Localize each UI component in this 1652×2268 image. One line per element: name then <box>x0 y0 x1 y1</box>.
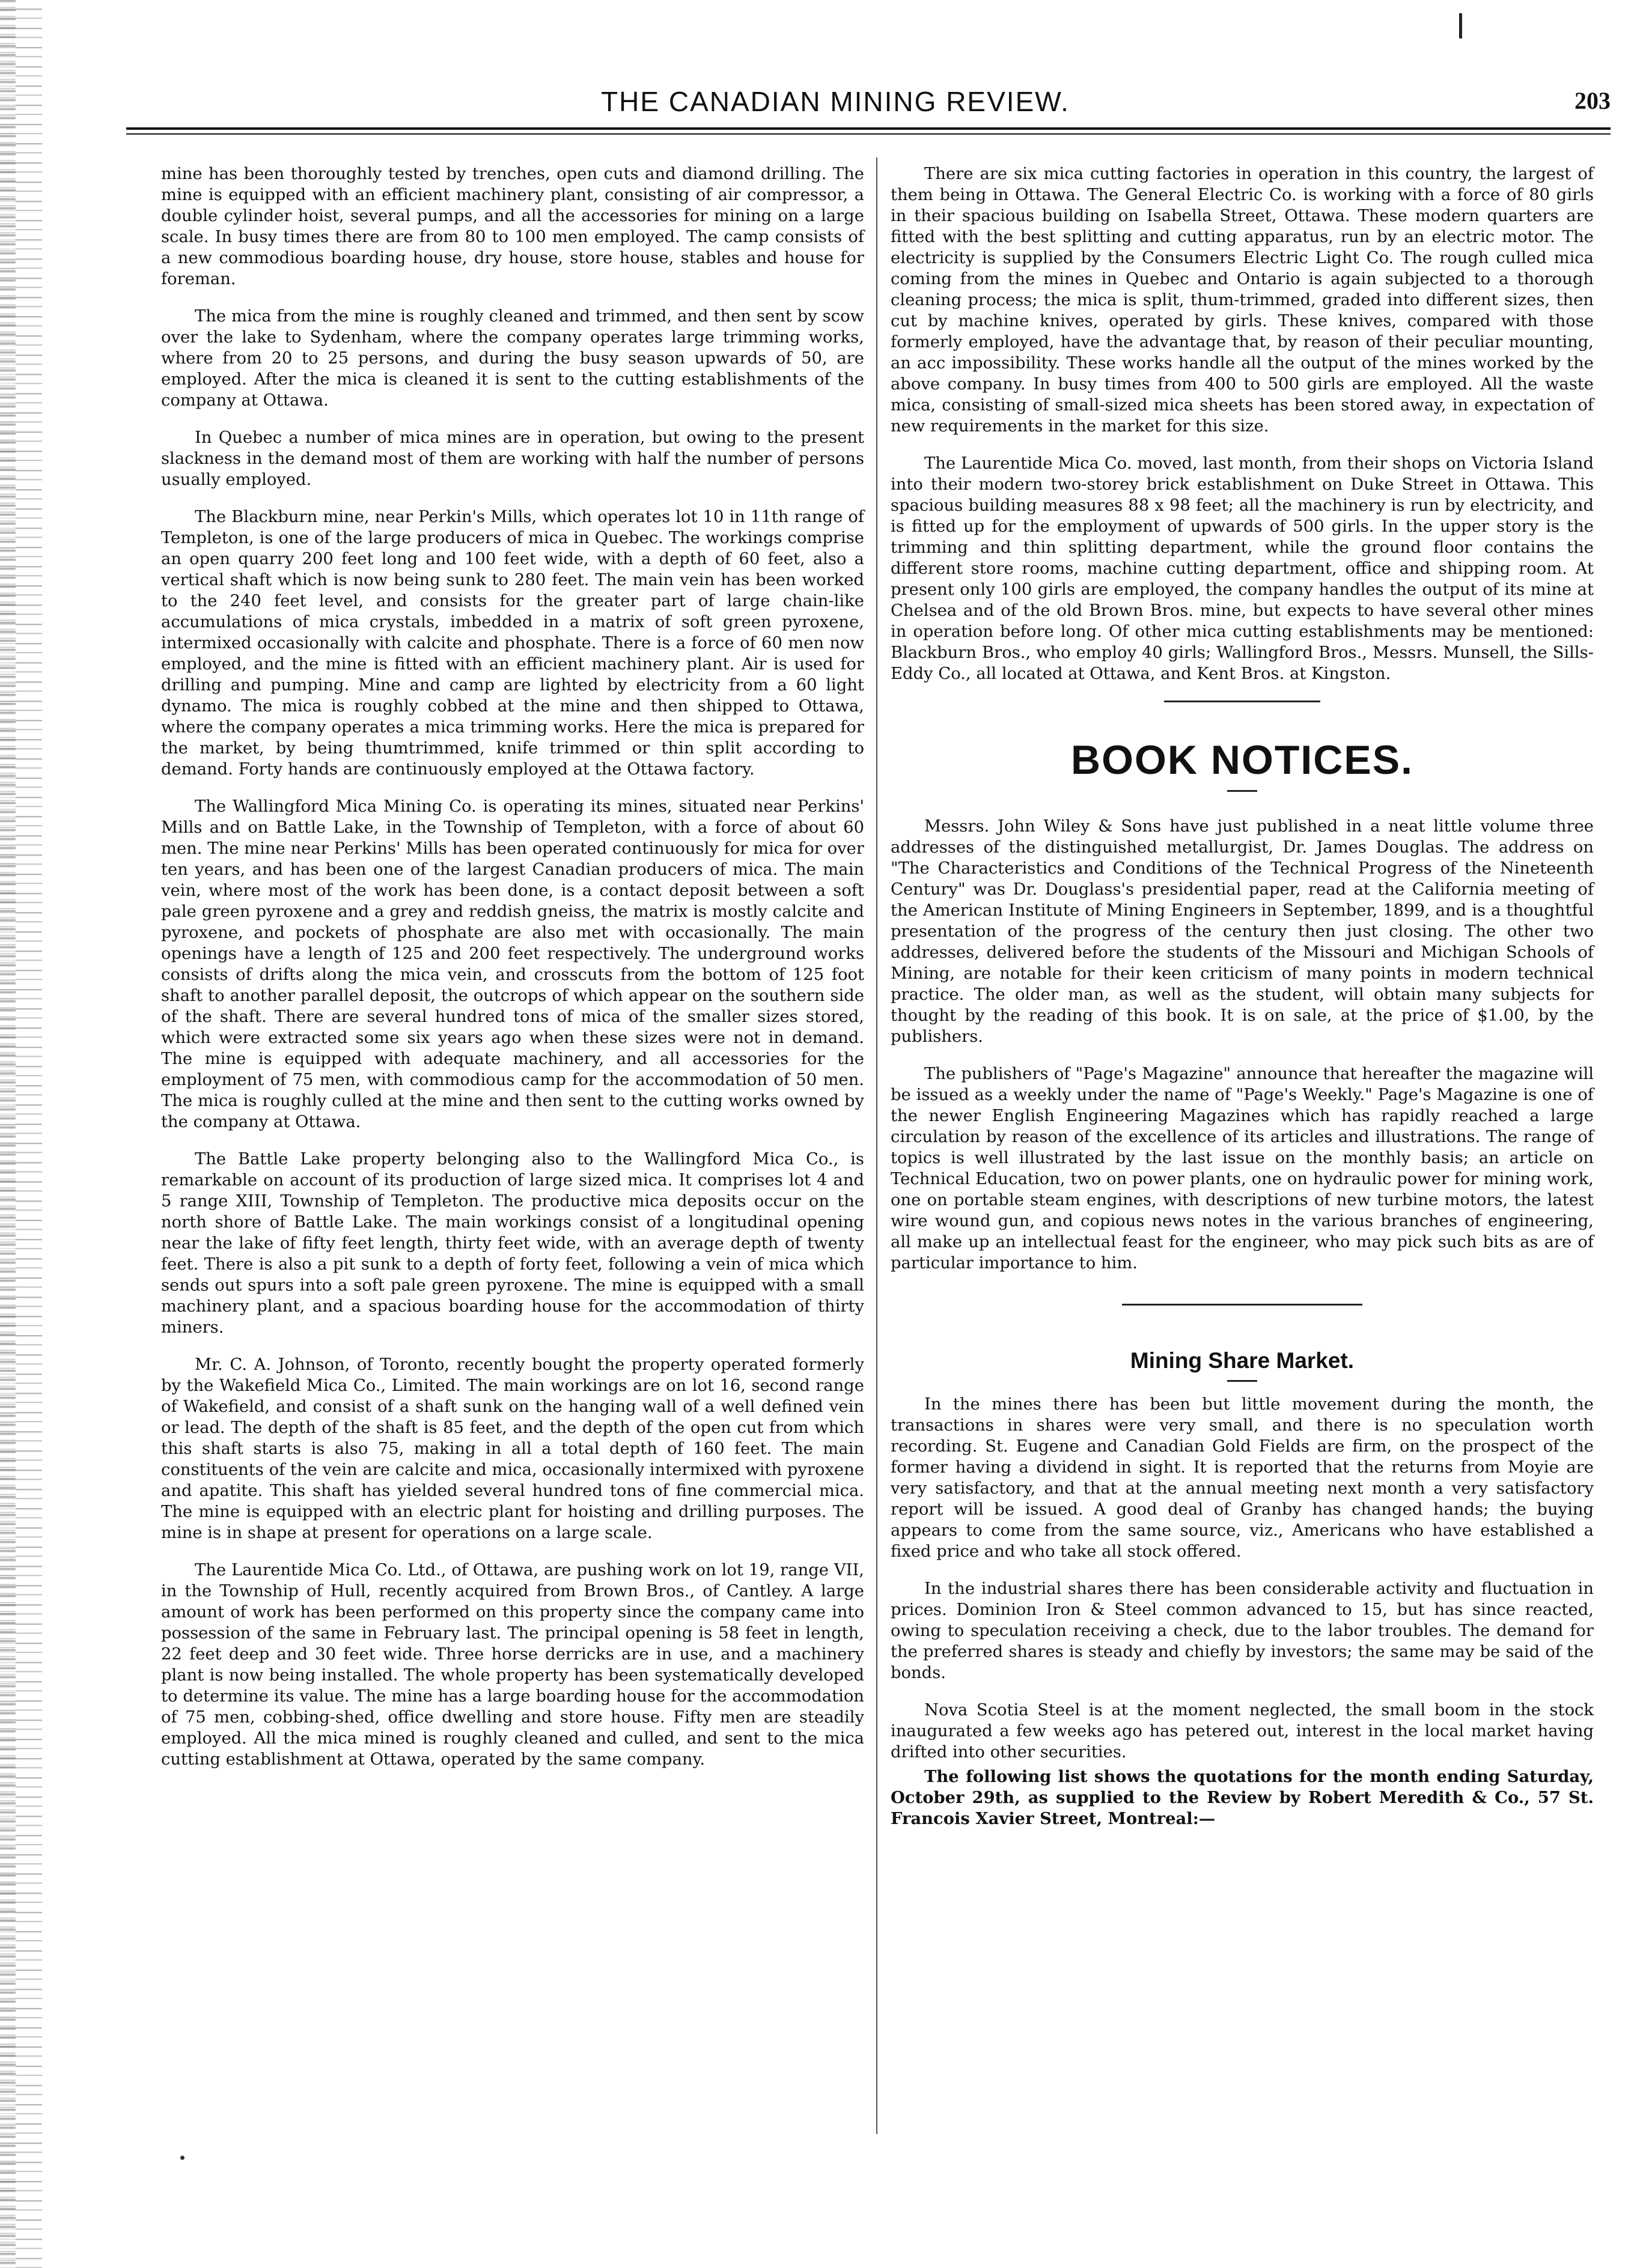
market-closing: The following list shows the quotations for the month ending Saturday, October 29th, as supplied to the Review by Robert Meredith & Co., 57 St. Francois Xavier Street, Montreal:— <box>891 1767 1594 1828</box>
book-notice-paragraph: The publishers of "Page's Magazine" announce that hereafter the magazine will be issued as a weekly under the name of "Page's Weekly." Page's Magazine is one of the newer English Engineering Magazines which has rapidly reached a large circulation by reason of the excellence of its articles and illustrations. The range of topics is well illustrated by the last issue on the monthly basis; an article on Technical Education, two on power plants, one on hydraulic power for mining work, one on portable steam engines, with descriptions of new turbine motors, the latest wire wound gun, and copious news notes in the various branches of engineering, all make up an intellectual feast for the engineer, who may pick such bits as are of particular importance to him. <box>891 1065 1594 1272</box>
article-paragraph: The Wallingford Mica Mining Co. is operating its mines, situated near Perkins' Mills and on Battle Lake, in the Township of Templeton, with a force of about 60 men. The mine near Perkins' Mills has been operated continuously for mica for over ten years, and has been one of the largest Canadian producers of mica. The main vein, where most of the work has been done, is a contact deposit between a soft pale green pyroxene and a grey and reddish gneiss, the matrix is mostly calcite and pyroxene, and pockets of phosphate are also met with occasionally. The main openings have a length of 125 and 200 feet respectively. The underground works consists of drifts along the mica vein, and crosscuts from the bottom of 125 foot shaft to another parallel deposit, the outcrops of which appear on the southern side of the shaft. There are several hundred tons of mica of the smaller sizes stored, which were extracted some six years ago when these sizes were not in demand. The mine is equipped with adequate machinery, and all accessories for the employment of 75 men, with commodious camp for the accommodation of 50 men. The mica is roughly culled at the mine and then sent to the cutting works owned by the company at Ottawa. <box>161 797 864 1131</box>
binding-edge <box>0 0 42 2268</box>
header-rule <box>126 127 1611 130</box>
article-paragraph: The mica from the mine is roughly cleaned and trimmed, and then sent by scow over the lake to Sydenham, where the company operates large trimming works, where from 20 to 25 persons, and during the busy season upwards of 50, are employed. After the mica is cleaned it is sent to the cutting establishments of the company at Ottawa. <box>161 307 864 410</box>
article-paragraph: The Laurentide Mica Co. Ltd., of Ottawa, are pushing work on lot 19, range VII, in the Township of Hull, recently acquired from Brown Bros., of Cantley. A large amount of work has been performed on this property since the company came into possession of the same in February last. The principal opening is 58 feet in length, 22 feet deep and 30 feet wide. Three horse derricks are in use, and a machinery plant is now being installed. The whole property has been systematically developed to determine its value. The mine has a large boarding house for the accommodation of 75 men, cobbing-shed, office dwelling and store house. Fifty men are steadily employed. All the mica mined is roughly cleaned and culled, and sent to the mica cutting establishment at Ottawa, operated by the same company. <box>161 1561 864 1769</box>
page-header <box>126 83 1611 125</box>
column-divider <box>876 157 877 2134</box>
section-divider <box>1122 1304 1362 1306</box>
market-paragraph: In the mines there has been but little movement during the month, the transactions in shares were very small, and there is no speculation worth recording. St. Eugene and Canadian Gold Fields are firm, on the prospect of the former having a dividend in sight. It is reported that the returns from Moyie are very satisfactory, and that at the annual meeting next month a very satisfactory report will be issued. A good deal of Granby has changed hands; the buying appears to come from the same source, viz., Americans who have established a fixed price and who take all stock offered. <box>891 1395 1594 1561</box>
book-notice-paragraph: Messrs. John Wiley & Sons have just published in a neat little volume three addresses of the distinguished metallurgist, Dr. James Douglas. The address on "The Characteristics and Conditions of the Technical Progress of the Nineteenth Century" was Dr. Douglass's presidential paper, read at the California meeting of the American Institute of Mining Engineers in September, 1899, and is a thoughtful presentation of the progress of the century then just closing. The other two addresses, delivered before the students of the Missouri and Michigan Schools of Mining, are notable for their keen criticism of many points in modern technical practice. The older man, as well as the student, will obtain many subjects for thought by the reading of this book. It is on sale, at the price of $1.00, by the publishers. <box>891 817 1594 1046</box>
article-paragraph: In Quebec a number of mica mines are in operation, but owing to the present slackness in the demand most of them are working with half the number of persons usually employed. <box>161 428 864 489</box>
right-column <box>891 163 1594 1846</box>
market-paragraph: Nova Scotia Steel is at the moment neglected, the small boom in the stock inaugurated a few weeks ago has petered out, interest in the local market having drifted into other securities. <box>891 1701 1594 1762</box>
running-title: THE CANADIAN MINING REVIEW. <box>601 86 1070 117</box>
article-paragraph: The Laurentide Mica Co. moved, last month, from their shops on Victoria Island into their modern two-storey brick establishment on Duke Street in Ottawa. This spacious building measures 88 x 98 feet; all the machinery is run by electricity, and is fitted up for the employment of upwards of 500 girls. In the upper story is the trimming and thin splitting department, while the ground floor contains the different store rooms, machine cutting department, office and shipping room. At present only 100 girls are employed, the company handles the output of its mine at Chelsea and of the old Brown Bros. mine, but expects to have several other mines in operation before long. Of other mica cutting establishments may be mentioned: Blackburn Bros., who employ 40 girls; Wallingford Bros., Messrs. Munsell, the Sills-Eddy Co., all located at Ottawa, and Kent Bros. at Kingston. <box>891 454 1594 683</box>
margin-mark <box>1459 13 1462 38</box>
heading-underline <box>1227 1380 1257 1382</box>
article-paragraph: There are six mica cutting factories in operation in this country, the largest of them being in Ottawa. The General Electric Co. is working with a force of 80 girls in their spacious building on Isabella Street, Ottawa. These modern quarters are fitted with the best splitting and cutting apparatus, run by an electric motor. The electricity is supplied by the Consumers Electric Light Co. The rough culled mica coming from the mines in Quebec and Ontario is again subjected to a thorough cleaning process; the mica is split, thum-trimmed, graded into different sizes, then cut by machine knives, operated by girls. These knives, compared with those formerly employed, have the advantage that, by reason of their peculiar mounting, an acc impossibility. These works handle all the output of the mines worked by the above company. In busy times from 400 to 500 girls are employed. All the waste mica, consisting of small-sized mica sheets has been stored away, in expectation of new requirements in the market for this size. <box>891 165 1594 436</box>
article-paragraph: Mr. C. A. Johnson, of Toronto, recently bought the property operated formerly by the Wakefield Mica Co., Limited. The main workings are on lot 16, second range of Wakefield, and consist of a shaft sunk on the hanging wall of a well defined vein or lead. The depth of the shaft is 85 feet, and the depth of the open cut from which this shaft starts is also 75, making in all a total depth of 160 feet. The main constituents of the vein are calcite and mica, occasionally intermixed with pyroxene and apatite. This shaft has yielded several hundred tons of fine commercial mica. The mine is equipped with an electric plant for hoisting and drilling purposes. The mine is in shape at present for operations on a large scale. <box>161 1355 864 1542</box>
left-column <box>161 163 864 1786</box>
book-notices-heading: BOOK NOTICES. <box>1070 737 1414 783</box>
article-paragraph: mine has been thoroughly tested by trenches, open cuts and diamond drilling. The mine is equipped with an efficient machinery plant, consisting of air compressor, a double cylinder hoist, several pumps, and all the accessories for mining on a large scale. In busy times there are from 80 to 100 men employed. The camp consists of a new commodious boarding house, dry house, store house, stables and house for foreman. <box>161 165 864 288</box>
heading-underline <box>1227 790 1257 792</box>
page-number: 203 <box>1574 87 1611 114</box>
section-divider <box>1164 701 1320 702</box>
header-rule-thin <box>126 133 1611 135</box>
ink-speck <box>180 2156 184 2160</box>
article-paragraph: The Battle Lake property belonging also to the Wallingford Mica Co., is remarkable on account of its production of large sized mica. It comprises lot 4 and 5 range XIII, Township of Templeton. The productive mica deposits occur on the north shore of Battle Lake. The main workings consist of a longitudinal opening near the lake of fifty feet length, thirty feet wide, with an average depth of twenty feet. There is also a pit sunk to a depth of forty feet, following a vein of mica which sends out spurs into a soft pale green pyroxene. The mine is equipped with a small machinery plant, and a spacious boarding house for the accommodation of thirty miners. <box>161 1150 864 1337</box>
article-paragraph: The Blackburn mine, near Perkin's Mills, which operates lot 10 in 11th range of Templeton, is one of the large producers of mica in Quebec. The workings comprise an open quarry 200 feet long and 100 feet wide, with a depth of 60 feet, also a vertical shaft which is now being sunk to 280 feet. The main vein has been worked to the 240 feet level, and consists for the greater part of large chain-like accumulations of mica crystals, imbedded in a matrix of soft green pyroxene, intermixed occasionally with calcite and phosphate. There is a force of 60 men now employed, and the mine is fitted with an efficient machinery plant. Air is used for drilling and pumping. Mine and camp are lighted by electricity from a 60 light dynamo. The mica is roughly cobbed at the mine and then shipped to Ottawa, where the company operates a mica trimming works. Here the mica is prepared for the market, by being thumtrimmed, knife trimmed or thin split according to demand. Forty hands are continuously employed at the Ottawa factory. <box>161 508 864 779</box>
market-heading: Mining Share Market. <box>1130 1348 1355 1373</box>
market-paragraph: In the industrial shares there has been considerable activity and fluctuation in prices. Dominion Iron & Steel common advanced to 15, but has since reacted, owing to speculation receiving a check, due to the labor troubles. The demand for the preferred shares is steady and chiefly by investors; the same may be said of the bonds. <box>891 1579 1594 1682</box>
